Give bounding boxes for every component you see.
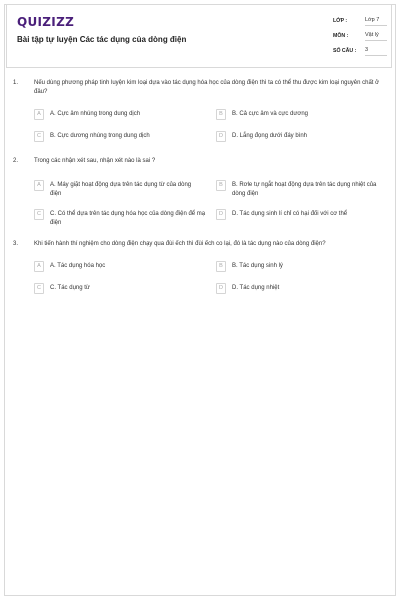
option-letter-box: B	[216, 109, 226, 120]
question-count-value: 3	[365, 47, 387, 56]
option-letter-box: A	[34, 261, 44, 272]
option-letter-box: C	[34, 283, 44, 294]
class-value: Lớp 7	[365, 17, 387, 26]
option-letter-box: D	[216, 131, 226, 142]
worksheet-header	[6, 4, 392, 68]
option-text: C. Có thể dựa trên tác dụng hóa học của dòng điện để mạ điện	[50, 211, 206, 226]
option-letter-box: D	[216, 283, 226, 294]
question-3-text: Khi tiến hành thí nghiệm cho dòng điện chạy qua đùi ếch thì đùi ếch co lại, đó là tác dụng nào của dòng điện?	[34, 241, 326, 247]
option-text: D. Tác dụng nhiệt	[232, 285, 280, 291]
option-text: D. Lắng đọng dưới đáy bình	[232, 133, 308, 139]
option-text: A. Máy giặt hoạt động dựa trên tác dụng từ của dòng điện	[50, 182, 192, 197]
option-letter-box: C	[34, 209, 44, 220]
subject-value: Vật lý	[365, 32, 387, 41]
option-letter-box: A	[34, 180, 44, 191]
question-1-number: 1.	[13, 80, 19, 86]
question-2-number: 2.	[13, 158, 19, 164]
option-text: C. Tác dụng từ	[50, 285, 90, 291]
question-count-label: SỐ CÂU :	[333, 48, 357, 54]
class-label: LỚP :	[333, 18, 348, 24]
option-text: B. Rơle tự ngắt hoạt động dựa trên tác dụng nhiệt của dòng điện	[232, 182, 377, 197]
subject-label: MÔN :	[333, 33, 349, 39]
question-1-text: Nếu dùng phương pháp tinh luyện kim loại dựa vào tác dụng hóa học của dòng điện thì ta có thể thu được kim loại nguyên chất ở đâu?	[34, 80, 380, 95]
option-letter-box: B	[216, 261, 226, 272]
question-3-number: 3.	[13, 241, 19, 247]
worksheet-title: Bài tập tự luyện Các tác dụng của dòng điện	[17, 35, 187, 44]
option-letter-box: D	[216, 209, 226, 220]
option-text: B. Cực dương nhúng trong dung dịch	[50, 133, 150, 139]
option-letter-box: A	[34, 109, 44, 120]
option-text: A. Tác dụng hóa học	[50, 263, 106, 269]
option-letter-box: B	[216, 180, 226, 191]
quizizz-logo: QUIZIZZ	[17, 15, 75, 29]
option-text: D. Tác dụng sinh lí chỉ có hại đối với cơ thể	[232, 211, 348, 217]
option-text: A. Cực âm nhúng trong dung dịch	[50, 111, 141, 117]
option-text: B. Tác dụng sinh lý	[232, 263, 283, 269]
option-text: B. Cả cực âm và cực dương	[232, 111, 309, 117]
question-2-text: Trong các nhận xét sau, nhận xét nào là sai ?	[34, 158, 156, 164]
option-letter-box: C	[34, 131, 44, 142]
